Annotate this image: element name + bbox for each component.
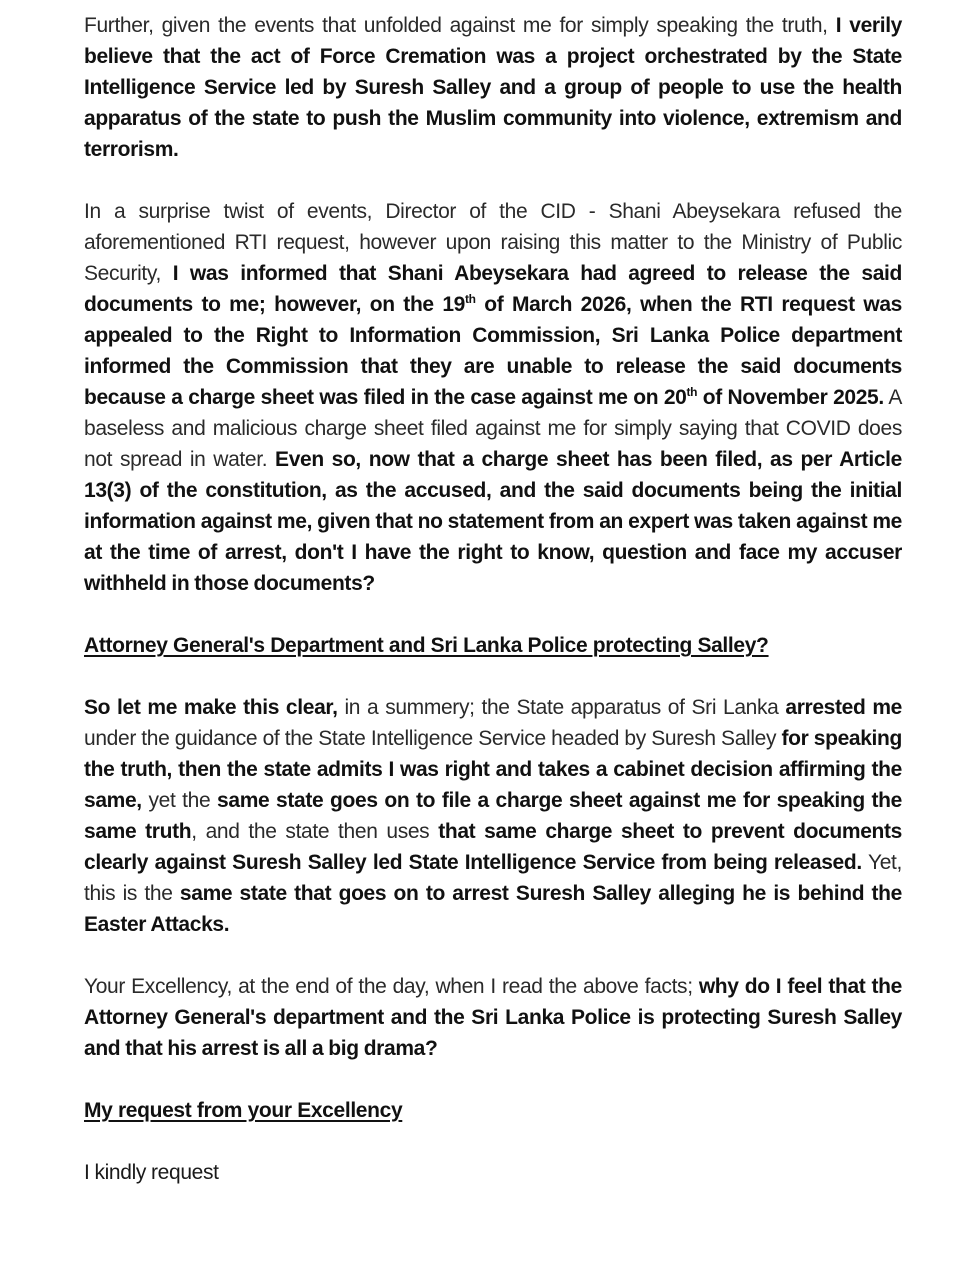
text-run: yet the [141,789,218,812]
text-run: in a summery; the State apparatus of Sri Lanka [337,696,786,719]
bold-text-run: of March 2026, when the RTI request was appealed to the Right to Information Commission, Sri Lanka Police department informed the Commission that they are unable to release the said documents because a charge sheet was filed in the case against me on 20 [84,293,903,409]
bold-text-run: of November 2025. [697,386,884,409]
text-run: In a surprise twist of events, Director of the CID - Shani Abeysekara refused the aforementioned RTI request, however upon raising this matter to the Ministry of Public Security, [84,200,902,285]
paragraph-gap [84,599,902,630]
section-heading-attorney-general: Attorney General's Department and Sri Lanka Police protecting Salley? [84,634,769,657]
bold-text-run: same state goes on to file a charge sheet against me for speaking the same truth [84,789,902,843]
bold-text-run: I verily believe that the act of Force Cremation was a project orchestrated by the State Intelligence Service led by Suresh Salley and a group of people to use the health apparatus of the state to push the Muslim community into violence, extremism and terrorism. [84,14,903,161]
paragraph-gap [84,165,902,196]
bold-text-run: I was informed that Shani Abeysekara had agreed to release the said documents to me; however, on the 19 [84,262,902,316]
ordinal-suffix: th [465,292,476,306]
ordinal-suffix: th [686,385,698,399]
section-heading-my-request: My request from your Excellency [84,1099,403,1122]
paragraph-gap [84,1126,902,1157]
document-page [84,10,902,1188]
paragraph-gap [84,1064,902,1095]
bold-text-run: So let me make this clear, [84,696,338,719]
text-run: Your Excellency, at the end of the day, when I read the above facts; [84,975,699,998]
text-run: under the guidance of the State Intelligence Service headed by Suresh Salley [84,727,782,750]
paragraph-summary [84,692,902,940]
text-run: , and the state then uses [191,820,439,843]
bold-text-run: arrested me [785,696,902,719]
paragraph-rti-request [84,196,902,599]
text-run: Further, given the events that unfolded against me for simply speaking the truth, [84,14,836,37]
paragraph-gap [84,940,902,971]
paragraph-force-cremation [84,10,902,165]
bold-text-run: that same charge sheet to prevent documents clearly against Suresh Salley led State Intelligence Service from being released. [84,820,903,874]
bold-text-run: why do I feel that the Attorney General's department and the Sri Lanka Police is protecting Suresh Salley and that his arrest is all a big drama? [84,975,902,1060]
bold-text-run: Even so, now that a charge sheet has been filed, as per Article 13(3) of the constitution, as the accused, and the said documents being the initial information against me, given that no statement from an expert was taken against me at the time of arrest, don't I have the right to know, question and face my accuser withheld in those documents? [84,448,902,595]
paragraph-gap [84,661,902,692]
bold-text-run: same state that goes on to arrest Suresh Salley alleging he is behind the Easter Attacks. [84,882,902,936]
text-run: Yet, this is the [84,851,902,905]
text-run: A baseless and malicious charge sheet filed against me for simply saying that COVID does not spread in water. [84,386,903,471]
closing-line: I kindly request [84,1161,219,1184]
paragraph-your-excellency [84,971,902,1064]
bold-text-run: for speaking the truth, then the state admits I was right and takes a cabinet decision affirming the same, [84,727,903,812]
